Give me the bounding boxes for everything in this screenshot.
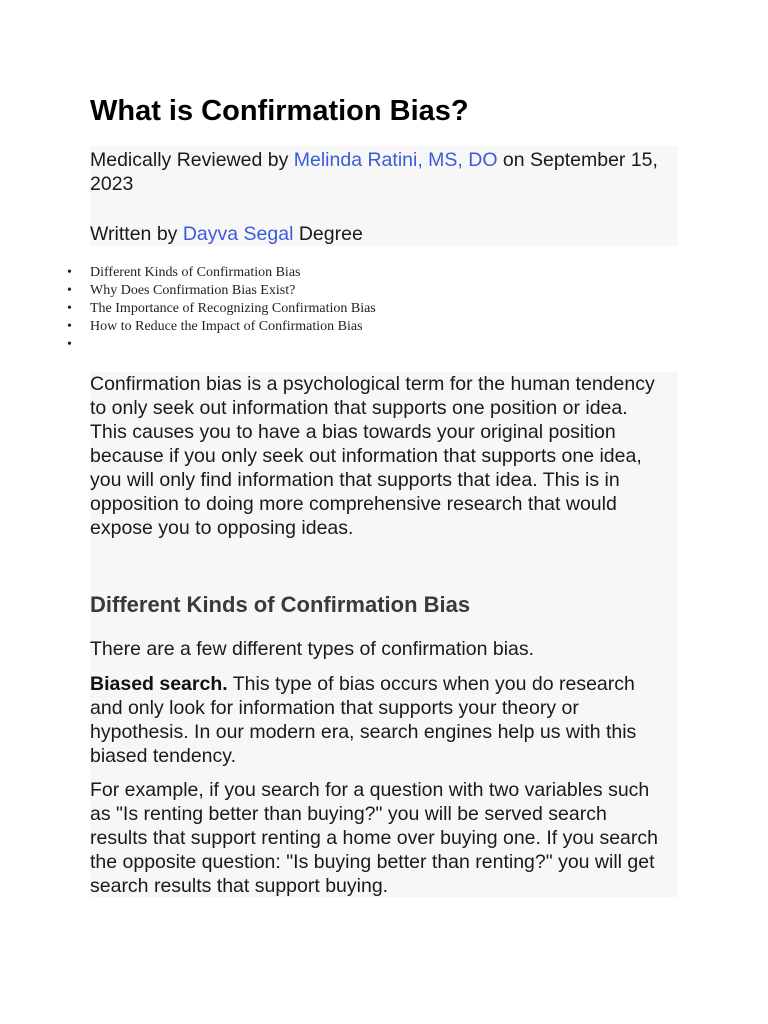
paragraph-line: as "Is renting better than buying?" you will be served search xyxy=(90,803,607,825)
toc-item[interactable] xyxy=(67,282,376,300)
toc-item-label[interactable]: How to Reduce the Impact of Confirmation Bias xyxy=(90,319,363,334)
paragraph-line: biased tendency. xyxy=(90,745,236,767)
author-prefix: Written by xyxy=(90,223,183,245)
toc-item-label[interactable]: Why Does Confirmation Bias Exist? xyxy=(90,283,296,298)
intro-line: you will only find information that supports that idea. This is in xyxy=(90,469,620,491)
intro-line: Confirmation bias is a psychological term for the human tendency xyxy=(90,373,655,395)
paragraph-line: search results that support buying. xyxy=(90,875,389,897)
reviewer-link[interactable]: Melinda Ratini, MS, DO xyxy=(293,149,498,171)
intro-line: because if you only seek out information that supports one idea, xyxy=(90,445,642,467)
page-title: What is Confirmation Bias? xyxy=(90,95,469,127)
review-line xyxy=(90,148,658,172)
paragraph-line: hypothesis. In our modern era, search engines help us with this xyxy=(90,721,637,743)
intro-paragraph xyxy=(90,372,678,540)
table-of-contents xyxy=(67,264,376,354)
section-intro: There are a few different types of confirmation bias. xyxy=(90,638,535,660)
biased-search-label: Biased search. xyxy=(90,673,228,695)
intro-line: to only seek out information that supports one position or idea. xyxy=(90,397,628,419)
paragraph-line: and only look for information that supports your theory or xyxy=(90,697,579,719)
bullet-icon: • xyxy=(67,319,72,334)
biased-search-paragraph xyxy=(90,672,678,768)
author-line xyxy=(90,222,363,246)
review-year: 2023 xyxy=(90,173,134,195)
toc-item[interactable] xyxy=(67,300,376,318)
toc-item xyxy=(67,336,376,354)
toc-item-label[interactable]: Different Kinds of Confirmation Bias xyxy=(90,265,301,280)
author-degree: Degree xyxy=(293,223,363,245)
review-prefix: Medically Reviewed by xyxy=(90,149,294,171)
toc-item[interactable] xyxy=(67,264,376,282)
bullet-icon: • xyxy=(67,301,72,316)
intro-line: This causes you to have a bias towards your original position xyxy=(90,421,616,443)
paragraph-line: the opposite question: "Is buying better than renting?" you will get xyxy=(90,851,655,873)
paragraph-line: For example, if you search for a question with two variables such xyxy=(90,779,650,801)
section-heading: Different Kinds of Confirmation Bias xyxy=(90,592,471,617)
toc-item[interactable] xyxy=(67,318,376,336)
bullet-icon: • xyxy=(67,337,72,352)
bullet-icon: • xyxy=(67,283,72,298)
bullet-icon: • xyxy=(67,265,72,280)
byline xyxy=(90,146,678,246)
toc-item-label[interactable]: The Importance of Recognizing Confirmation Bias xyxy=(90,301,376,316)
paragraph-line: This type of bias occurs when you do research xyxy=(227,673,635,695)
author-link[interactable]: Dayva Segal xyxy=(182,223,294,245)
review-date: on September 15, xyxy=(497,149,658,171)
example-paragraph xyxy=(90,778,678,898)
paragraph-line: results that support renting a home over buying one. If you search xyxy=(90,827,658,849)
intro-line: opposition to doing more comprehensive research that would xyxy=(90,493,617,515)
intro-line: expose you to opposing ideas. xyxy=(90,517,354,539)
